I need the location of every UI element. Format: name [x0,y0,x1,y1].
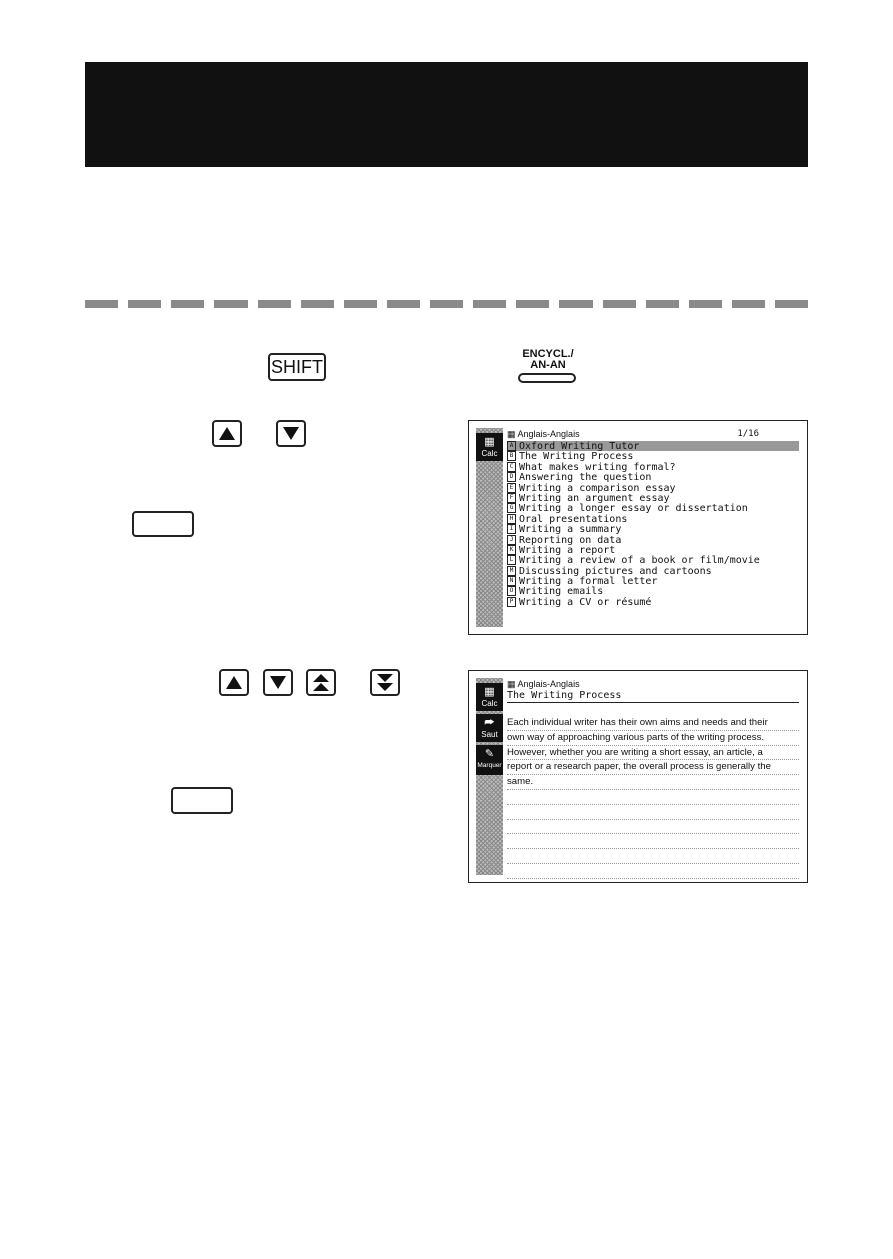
calc-button [476,683,503,711]
dashed-divider [85,300,808,308]
menu-item-letter: F [507,493,516,503]
calc-label: Calc [481,699,498,708]
text-line [507,790,799,805]
menu-item-label: Writing a report [519,544,616,556]
menu-item-label: Writing a comparison essay [519,482,676,494]
dictionary-title: Anglais-Anglais [517,429,580,439]
text-line [507,820,799,835]
menu-item[interactable] [507,462,799,472]
menu-item[interactable] [507,493,799,503]
menu-screen [468,420,808,635]
saut-button [476,714,503,742]
menu-item-letter: K [507,545,516,555]
menu-item-label: Discussing pictures and cartoons [519,565,712,577]
grid-icon: ▦ [507,679,516,689]
encycl-label-2: AN-AN [530,359,566,371]
up-triangle-icon [219,427,235,440]
grid-icon: ▦ [507,429,516,439]
menu-item[interactable] [507,472,799,482]
text-line: Each individual writer has their own aims and needs and their [507,716,799,731]
menu-item-label: Oxford Writing Tutor [519,441,640,452]
marker-pen-icon: ✎ [484,747,495,760]
text-line [507,864,799,879]
down-arrow-key [276,420,306,447]
double-down-triangle-icon [377,674,393,692]
menu-item[interactable] [507,555,799,565]
menu-item[interactable] [507,576,799,586]
menu-item-label: Writing a longer essay or dissertation [519,503,748,515]
dictionary-title: Anglais-Anglais [517,679,580,689]
menu-item[interactable] [507,483,799,493]
menu-item-letter: I [507,524,516,534]
down-triangle-icon [270,676,286,689]
contents-menu [507,441,799,607]
menu-item-letter: E [507,483,516,493]
menu-item-letter: B [507,451,516,461]
menu-item-label: Writing an argument essay [519,492,670,504]
page-down-key [370,669,400,696]
calc-button [476,433,503,461]
article-heading: The Writing Process [507,690,799,703]
saut-label: Saut [481,730,498,739]
article-body [507,716,799,883]
menu-item-letter: D [507,472,516,482]
menu-item-letter: O [507,586,516,596]
text-line [507,849,799,864]
menu-item[interactable] [507,514,799,524]
menu-item-label: What makes writing formal? [519,461,676,473]
menu-item-label: Reporting on data [519,534,622,546]
text-line: report or a research paper, the overall process is generally the [507,760,799,775]
menu-item-label: Answering the question [519,472,652,484]
double-up-triangle-icon [313,674,329,692]
menu-item-label: Writing a summary [519,524,622,536]
shift-key: SHIFT [268,353,326,381]
menu-item-label: The Writing Process [519,451,634,463]
text-line [507,879,799,883]
screen-title-bar [507,679,580,690]
up-triangle-icon [226,676,242,689]
jump-arrow-icon: ⮫ [484,716,495,729]
menu-item[interactable] [507,451,799,461]
calculator-icon: ▦ [484,685,495,698]
page-indicator: 1/16 [737,429,759,439]
text-line: same. [507,775,799,790]
menu-item-label: Oral presentations [519,513,628,525]
back-key [171,787,233,814]
menu-item-label: Writing a CV or résumé [519,596,652,608]
marquer-label: Marquer [477,762,502,769]
text-line: However, whether you are writing a short essay, an article, a [507,746,799,761]
menu-item-letter: C [507,462,516,472]
menu-item-label: Writing emails [519,586,604,598]
menu-item[interactable] [507,545,799,555]
menu-item-letter: N [507,576,516,586]
menu-item-letter: A [507,441,516,451]
up-arrow-key-2 [219,669,249,696]
marquer-button [476,745,503,775]
menu-item-label: Writing a formal letter [519,576,658,588]
page-up-key [306,669,336,696]
menu-item[interactable] [507,503,799,513]
menu-item[interactable] [507,524,799,534]
screen-title-bar [507,429,799,441]
menu-item[interactable] [507,566,799,576]
down-triangle-icon [283,427,299,440]
enter-key [132,511,194,537]
menu-item-letter: M [507,566,516,576]
calculator-icon: ▦ [484,435,495,448]
encycl-key-shape [518,373,576,383]
menu-item[interactable] [507,586,799,596]
calc-label: Calc [481,449,498,458]
menu-item-letter: H [507,514,516,524]
menu-item[interactable] [507,441,799,451]
menu-item-letter: G [507,503,516,513]
text-line: own way of approaching various parts of the writing process. [507,731,799,746]
text-line [507,834,799,849]
up-arrow-key [212,420,242,447]
down-arrow-key-2 [263,669,293,696]
encycl-label-1: ENCYCL./ [522,348,574,360]
menu-item-letter: J [507,535,516,545]
menu-item-letter: L [507,555,516,565]
article-screen [468,670,808,883]
menu-item-letter: P [507,597,516,607]
text-line [507,805,799,820]
menu-item[interactable] [507,597,799,607]
encycl-key [518,349,578,383]
header-band [85,62,808,167]
menu-item[interactable] [507,535,799,545]
menu-item-label: Writing a review of a book or film/movie [519,555,760,567]
